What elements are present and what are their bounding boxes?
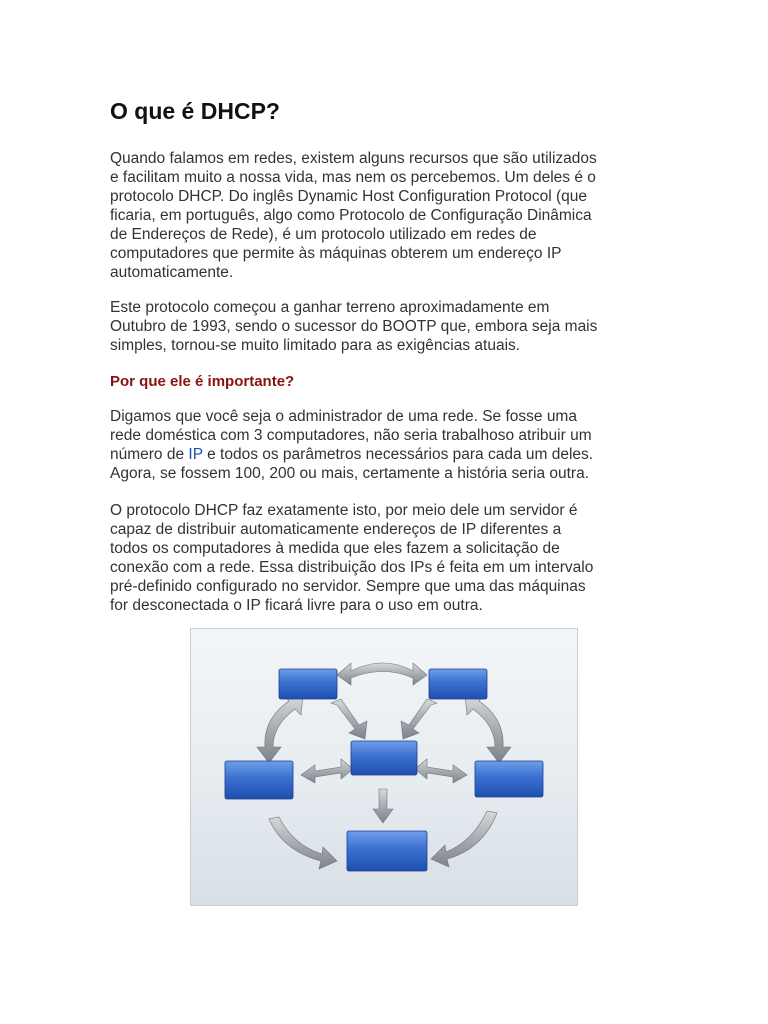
text-line (110, 445, 670, 464)
text-line: capaz de distribuir automaticamente endereços de IP diferentes a (110, 521, 562, 538)
text-line: de Endereços de Rede), é um protocolo utilizado em redes de (110, 226, 537, 243)
curved-arrow-icon (257, 695, 303, 763)
text-line: rede doméstica com 3 computadores, não seria trabalhoso atribuir um (110, 427, 592, 444)
node-top-left (279, 669, 337, 699)
text-line: simples, tornou-se muito limitado para as exigências atuais. (110, 337, 521, 354)
curved-arrow-icon (431, 811, 497, 867)
text-line: Quando falamos em redes, existem alguns recursos que são utilizados (110, 150, 597, 167)
node-bottom (347, 831, 427, 871)
arrow-icon (331, 699, 367, 739)
intro-paragraph (110, 149, 670, 282)
text-line: ficaria, em português, algo como Protocolo de Configuração Dinâmica (110, 207, 592, 224)
section-subtitle: Por que ele é importante? (110, 373, 295, 390)
text-line: automaticamente. (110, 264, 234, 281)
curved-arrow-icon (337, 663, 427, 685)
arrow-icon (415, 759, 467, 783)
text-line: protocolo DHCP. Do inglês Dynamic Host Configuration Protocol (que (110, 188, 587, 205)
network-diagram-image (190, 628, 578, 906)
arrow-icon (301, 759, 353, 783)
text-line: conexão com a rede. Essa distribuição dos IPs é feita em um intervalo (110, 559, 594, 576)
node-top-right (429, 669, 487, 699)
curved-arrow-icon (269, 817, 337, 869)
text-line: Digamos que você seja o administrador de uma rede. Se fosse uma (110, 408, 577, 425)
history-paragraph (110, 298, 670, 355)
text-segment: número de (110, 446, 189, 463)
ip-link[interactable]: IP (188, 446, 203, 463)
text-segment: e todos os parâmetros necessários para cada um deles. (202, 446, 594, 463)
importance-paragraph (110, 407, 670, 483)
text-line: Agora, se fossem 100, 200 ou mais, certamente a história seria outra. (110, 465, 590, 482)
text-line: O protocolo DHCP faz exatamente isto, por meio dele um servidor é (110, 502, 578, 519)
text-line: e facilitam muito a nossa vida, mas nem os percebemos. Um deles é o (110, 169, 596, 186)
text-line: for desconectada o IP ficará livre para o uso em outra. (110, 597, 483, 614)
node-left (225, 761, 293, 799)
text-line: todos os computadores à medida que eles fazem a solicitação de (110, 540, 560, 557)
how-paragraph (110, 501, 670, 615)
network-nodes (225, 669, 543, 871)
text-line: pré-definido configurado no servidor. Sempre que uma das máquinas (110, 578, 586, 595)
text-line: computadores que permite às máquinas obterem um endereço IP (110, 245, 562, 262)
curved-arrow-icon (465, 695, 511, 763)
node-center (351, 741, 417, 775)
arrow-icon (373, 789, 393, 823)
text-line: Outubro de 1993, sendo o sucessor do BOOTP que, embora seja mais (110, 318, 598, 335)
arrow-icon (401, 699, 437, 739)
node-right (475, 761, 543, 797)
page-title: O que é DHCP? (110, 98, 280, 124)
text-line: Este protocolo começou a ganhar terreno aproximadamente em (110, 299, 550, 316)
network-diagram (191, 629, 577, 905)
